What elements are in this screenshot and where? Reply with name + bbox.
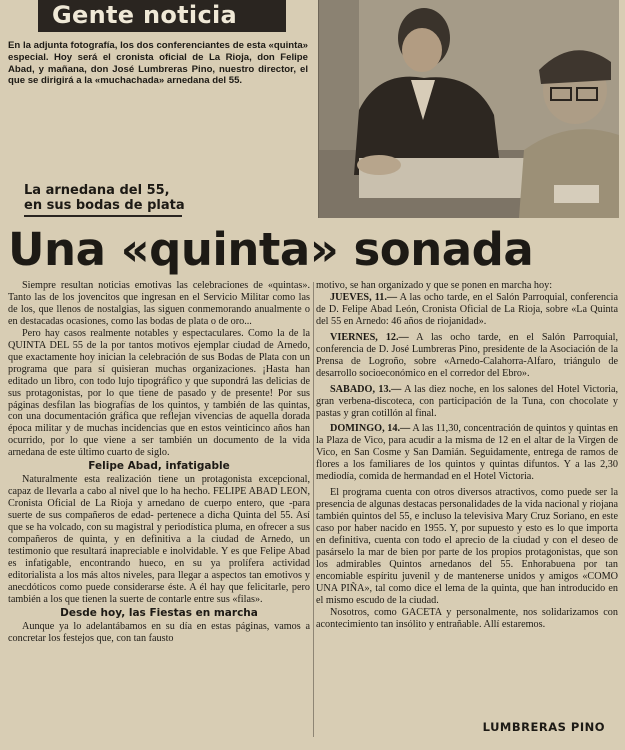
- paragraph: Aunque ya lo adelantábamos en su día en estas páginas, vamos a concretar los festejos que, con tan fausto: [8, 620, 310, 644]
- program-thursday: [316, 292, 618, 328]
- subheadline: [24, 183, 194, 213]
- photo-image: [319, 0, 619, 218]
- kicker-text: Gente noticia: [52, 1, 237, 29]
- paragraph: Nosotros, como GACETA y personalmente, nos solidarizamos con acontecimiento tan insólito y entrañable. Allí estaremos.: [316, 606, 618, 630]
- paragraph: Pero hay casos realmente notables y espectaculares. Como la de la QUINTA DEL 55 de la por tantos motivos ejemplar ciudad de Arnedo, que exactamente hoy inician la celebración de sus Bodas de Plata con un programa que para sí quisieran muchas organizaciones. ¡Hasta han editado un libro, con todo lujo tipográfico y que supondrá las delicias de sus protagonistas, por lo que tiene de pasado y de presente! Por sus páginas desfilan las biografías de los quintos, y también de las quintas, con una documentación gráfica que reflejan vivencias de aquella dorada época militar y de muchas incidencias que en estos veinticinco años han ocurrido, por lo que viene a ser también un documento de la vida arnedana de este último cuarto de siglo.: [8, 327, 310, 459]
- article-column-left: [8, 280, 310, 645]
- subheadline-line-1: La arnedana del 55,: [24, 183, 170, 198]
- subheadline-line-2: en sus bodas de plata: [24, 198, 185, 213]
- photo: [318, 0, 619, 218]
- paragraph: El programa cuenta con otros diversos atractivos, como puede ser la presencia de algunas destacas personalidades de la vida nacional y riojana también quintos del 55, e incluso la televisiva Mary Cruz Soriano, en este caso por haber nacido en 1955. Y, por supuesto y esto es lo que importa en definitiva, cuenta con todo el aprecio de la ciudad y con el deseo de pasárselo la mar de bien por parte de los propios protagonistas, que son los admirables Quintos arnedanos del 55. Enhorabuena por tan encomiable espíritu juvenil y de mantenerse unidos y amigos «COMO UNA PIÑA», tal como dice el lema de la quinta, que han introducido en el mismo escudo de la ciudad.: [316, 487, 618, 606]
- paragraph: Naturalmente esta realización tiene un protagonista excepcional, capaz de llevarla a cabo al nivel que lo ha hecho. FELIPE ABAD LEON, Cronista Oficial de La Rioja y arnedano de cuerpo entero, que -para suerte de sus compañeros de edad- pertenece a dicha Quinta del 55. Así que se ha volcado, con su magistral y periodística pluma, en ofrecer a sus compañeros de quinta, y en definitiva a la ciudad de Arnedo, un testimonio que resultará inapreciable e inolvidable. Y es que Felipe Abad es infatigable, encontrando hueco, en su ya prolífera actividad editorialista a los más altos niveles, para llegar a aspectos tan emotivos y anecdóticos como puede considerarse éste. A él hay que felicitarle, pero también a los que tienen la suerte de contarle entre sus «filas».: [8, 474, 310, 605]
- section-heading: Desde hoy, las Fiestas en marcha: [60, 606, 258, 619]
- paragraph: motivo, se han organizado y que se ponen en marcha hoy:: [316, 280, 553, 291]
- photo-caption: En la adjunta fotografía, los dos conferenciantes de esta «quinta» especial. Hoy será el cronista oficial de La Rioja, don Felipe Abad, y mañana, don José Lumbreras Pino, nuestro director, el que se dirigirá a la «muchachada» arnedana del 55.: [8, 40, 308, 87]
- program-sunday: [316, 423, 618, 483]
- program-friday: [316, 332, 618, 380]
- article-column-right: [316, 280, 618, 631]
- author-signature: LUMBRERAS PINO: [482, 720, 605, 734]
- program-day: VIERNES, 12.—: [330, 331, 409, 343]
- program-saturday: [316, 384, 618, 420]
- section-kicker: [38, 0, 286, 32]
- section-heading: Felipe Abad, infatigable: [88, 460, 230, 473]
- column-divider: [313, 282, 314, 737]
- program-day: JUEVES, 11.—: [330, 291, 398, 303]
- program-text: A las ocho tarde, en el Salón Parroquial, conferencia de D. Felipe Abad León, Cronista Oficial de La Rioja, sobre «La Quinta del 55 en Arnedo: 46 años de riojanidad».: [316, 291, 618, 327]
- program-day: DOMINGO, 14.—: [330, 423, 411, 435]
- headline: Una «quinta» sonada: [8, 223, 534, 276]
- program-text: A las ocho tarde, en el Salón Parroquial, conferencia de D. José Lumbreras Pino, presidente de la Asociación de la Prensa de Logroño, sobre «Arnedo-Calahorra-Alfaro, triángulo de desarrollo socioeconómico en el corredor del Ebro».: [316, 331, 619, 379]
- program-text: A las 11,30, concentración de quintos y quintas en la Plaza de Vico, para acudir a la misma de 12 en el altar de la Virgen de Vico, en San Cosme y San Damián. Seguidamente, entrega de ramos de flores a los familiares de los quintos y quintas difuntos. Y a las 2,30 mediodía, comida de hermandad en el Hotel Victoria.: [316, 423, 618, 483]
- program-day: SABADO, 13.—: [330, 383, 402, 395]
- program-text: A las diez noche, en los salones del Hotel Victoria, gran verbena-discoteca, con participación de la Tuna, con chocolate y pastas y gran cotillón al final.: [316, 383, 619, 419]
- subheadline-rule: [24, 215, 182, 217]
- paragraph: Siempre resultan noticias emotivas las celebraciones de «quintas». Tanto las de los jovencitos que ingresan en el Servicio Militar como las de los, que llenos de nostalgias, las siguen conmemorando anualmente o en destacadas ocasiones, como las bodas de plata o de oro...: [8, 280, 310, 327]
